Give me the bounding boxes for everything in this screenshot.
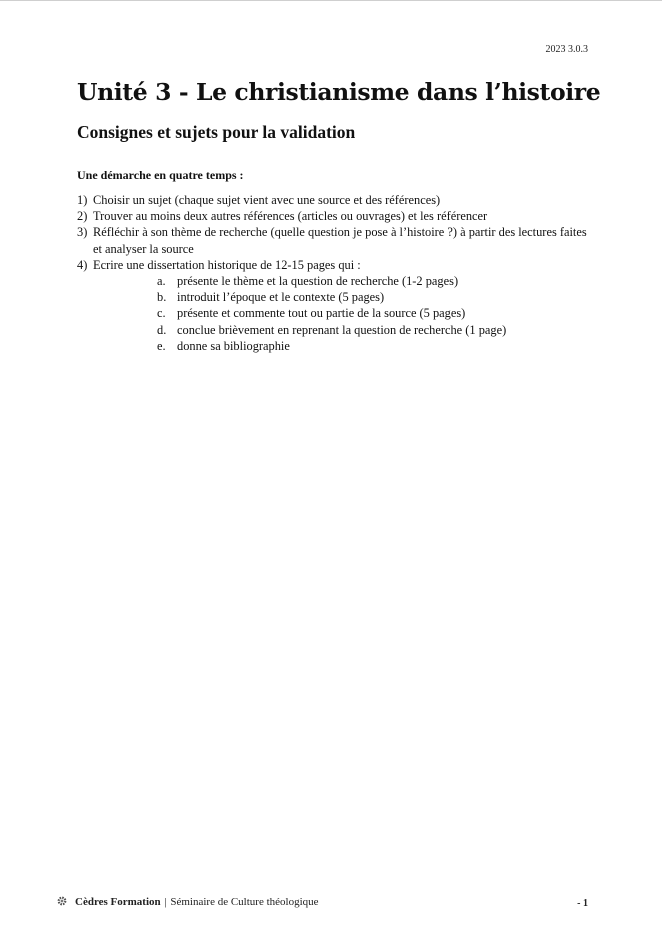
step-item [77,208,589,224]
substep-letter: a. [157,274,166,289]
step-item [77,192,589,208]
footer-organization: Cèdres Formation [75,896,161,908]
intro-heading: Une démarche en quatre temps : [77,168,244,182]
substep-item [157,273,589,289]
substep-letter: b. [157,290,167,305]
step-number: 3) [77,225,88,240]
footer-separator: | [164,896,167,908]
page-footer [57,896,319,908]
page-top-border [0,0,662,1]
substep-text: présente le thème et la question de recherche (1-2 pages) [177,274,459,289]
page-subtitle: Consignes et sujets pour la validation [77,122,356,142]
step-number: 2) [77,209,88,224]
page-title: Unité 3 - Le christianisme dans l’histoire [77,78,601,106]
document-version: 2023 3.0.3 [545,44,588,55]
gear-logo-icon [57,896,67,906]
substeps-list [93,273,589,354]
substep-letter: c. [157,306,166,321]
substep-item [157,322,589,338]
substep-text: donne sa bibliographie [177,338,290,353]
substep-item [157,305,589,321]
step-text: Ecrire une dissertation historique de 12-15 pages qui : [93,257,361,272]
substep-item [157,338,589,354]
substep-item [157,289,589,305]
step-number: 4) [77,257,88,272]
substep-letter: e. [157,338,166,353]
step-text: Trouver au moins deux autres références (articles ou ouvrages) et les référencer [93,209,488,224]
step-text: Choisir un sujet (chaque sujet vient avec une source et des références) [93,193,441,207]
step-number: 1) [77,193,88,207]
page-number: - 1 [577,898,588,909]
substep-letter: d. [157,322,167,337]
steps-list [77,192,589,354]
step-item [77,224,589,256]
substep-text: conclue brièvement en reprenant la question de recherche (1 page) [177,322,507,337]
footer-program: Séminaire de Culture théologique [170,896,319,908]
step-item [77,257,589,354]
substep-text: présente et commente tout ou partie de la source (5 pages) [177,306,466,321]
step-text: Réfléchir à son thème de recherche (quelle question je pose à l’histoire ?) à partir des lectures faites et analyser la source [93,225,587,256]
substep-text: introduit l’époque et le contexte (5 pages) [177,290,385,305]
